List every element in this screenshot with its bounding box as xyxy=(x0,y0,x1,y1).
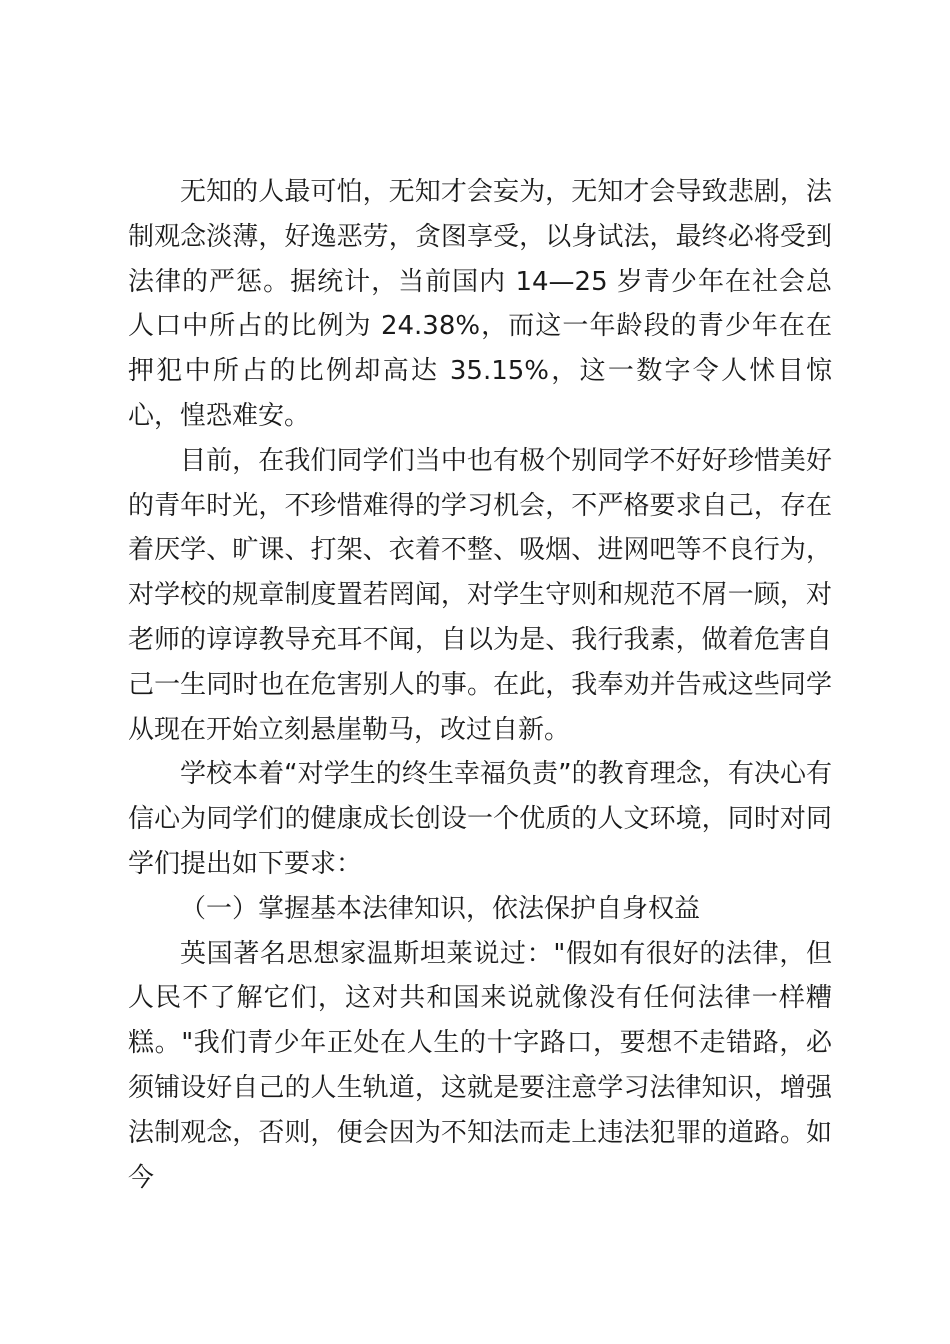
section-heading-1: （一）掌握基本法律知识，依法保护自身权益 xyxy=(180,893,701,924)
paragraph-statistics: 无知的人最可怕，无知才会妄为，无知才会导致悲剧，法制观念淡薄，好逸恶劳，贪图享受，以身试法，最终必将受到法律的严惩。据统计，当前国内 14—25 岁青少年在社会总人口中所占的比例为 24.38%，而这一年龄段的青少年在在押犯中所占的比例却高达 35.15%，这一数字令人怵目惊心，惶恐难安。 xyxy=(128,177,832,431)
paragraph-quote: 英国著名思想家温斯坦莱说过："假如有很好的法律，但人民不了解它们，这对共和国来说就像没有任何法律一样糟糕。"我们青少年正处在人生的十字路口，要想不走错路，必须铺设好自己的人生轨道，这就是要注意学习法律知识，增强法制观念，否则，便会因为不知法而走上违法犯罪的道路。如今 xyxy=(128,938,832,1193)
paragraph-bad-behaviors: 目前，在我们同学们当中也有极个别同学不好好珍惜美好的青年时光，不珍惜难得的学习机会，不严格要求自己，存在着厌学、旷课、打架、衣着不整、吸烟、进网吧等不良行为，对学校的规章制度置若罔闻，对学生守则和规范不屑一顾，对老师的谆谆教导充耳不闻，自以为是、我行我素，做着危害自己一生同时也在危害别人的事。在此，我奉劝并告戒这些同学从现在开始立刻悬崖勒马，改过自新。 xyxy=(128,445,832,745)
document-body xyxy=(128,170,832,1200)
paragraph-school-requirements: 学校本着“对学生的终生幸福负责”的教育理念，有决心有信心为同学们的健康成长创设一个优质的人文环境，同时对同学们提出如下要求： xyxy=(128,759,832,879)
